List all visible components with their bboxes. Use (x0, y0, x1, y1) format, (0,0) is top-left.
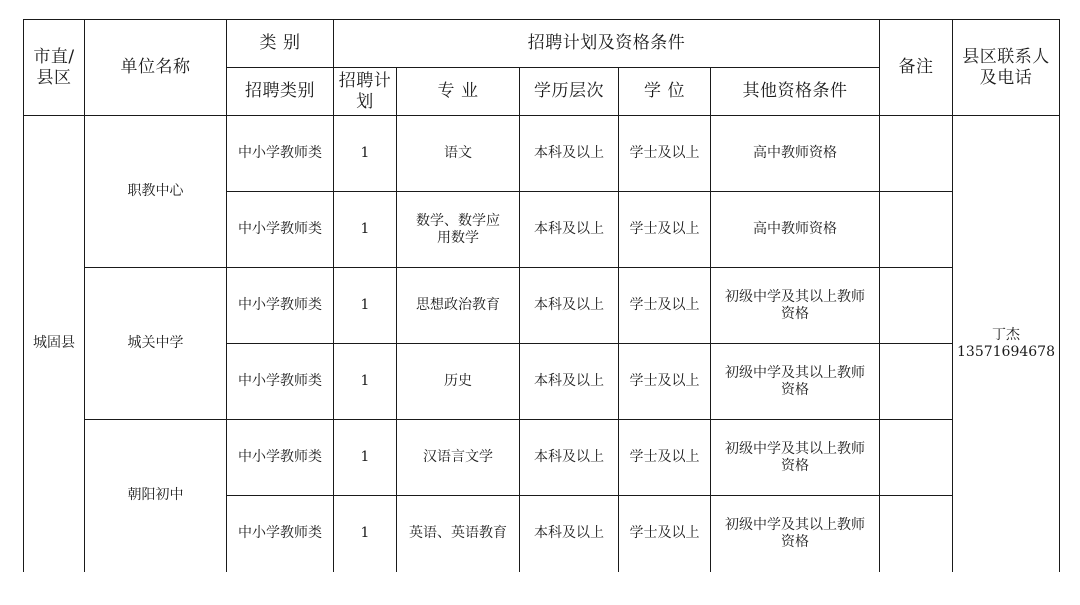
degree-cell: 学士及以上 (619, 344, 711, 420)
remarks-cell (880, 192, 953, 268)
degree-cell: 学士及以上 (619, 420, 711, 496)
unit-name-cell: 职教中心 (85, 116, 227, 268)
unit-name-cell: 朝阳初中 (85, 420, 227, 572)
plan-cell: 1 (334, 116, 397, 192)
education-cell: 本科及以上 (520, 496, 619, 572)
remarks-cell (880, 496, 953, 572)
contact-name: 丁杰 (992, 326, 1021, 343)
remarks-cell (880, 268, 953, 344)
header-major: 专 业 (397, 68, 520, 116)
table-row (24, 420, 1060, 496)
category-cell: 中小学教师类 (227, 344, 334, 420)
header-degree: 学 位 (619, 68, 711, 116)
plan-cell: 1 (334, 496, 397, 572)
plan-cell: 1 (334, 420, 397, 496)
degree-cell: 学士及以上 (619, 496, 711, 572)
other-conditions-cell: 初级中学及其以上教师资格 (711, 420, 880, 496)
header-recruit-category: 招聘类别 (227, 68, 334, 116)
other-conditions-cell: 高中教师资格 (711, 192, 880, 268)
unit-name-cell: 城关中学 (85, 268, 227, 420)
header-remarks: 备注 (880, 20, 953, 116)
header-county-contact: 县区联系人及电话 (953, 20, 1060, 116)
category-cell: 中小学教师类 (227, 116, 334, 192)
category-cell: 中小学教师类 (227, 420, 334, 496)
header-city-county: 市直/县区 (24, 20, 85, 116)
header-unit-name: 单位名称 (85, 20, 227, 116)
major-cell: 思想政治教育 (397, 268, 520, 344)
degree-cell: 学士及以上 (619, 192, 711, 268)
plan-cell: 1 (334, 344, 397, 420)
education-cell: 本科及以上 (520, 344, 619, 420)
remarks-cell (880, 344, 953, 420)
contact-phone: 13571694678 (957, 343, 1055, 360)
major-cell: 数学、数学应用数学 (397, 192, 520, 268)
recruitment-table (23, 19, 1060, 572)
header-recruit-plan: 招聘计划 (334, 68, 397, 116)
major-cell: 英语、英语教育 (397, 496, 520, 572)
education-cell: 本科及以上 (520, 116, 619, 192)
education-cell: 本科及以上 (520, 268, 619, 344)
plan-cell: 1 (334, 192, 397, 268)
header-category: 类 别 (227, 20, 334, 68)
remarks-cell (880, 420, 953, 496)
category-cell: 中小学教师类 (227, 268, 334, 344)
contact-cell (953, 116, 1060, 572)
major-cell: 历史 (397, 344, 520, 420)
header-recruit-plan-group: 招聘计划及资格条件 (334, 20, 880, 68)
table-row (24, 268, 1060, 344)
other-conditions-cell: 初级中学及其以上教师资格 (711, 344, 880, 420)
other-conditions-cell: 高中教师资格 (711, 116, 880, 192)
category-cell: 中小学教师类 (227, 192, 334, 268)
major-cell: 语文 (397, 116, 520, 192)
table-row (24, 116, 1060, 192)
other-conditions-cell: 初级中学及其以上教师资格 (711, 496, 880, 572)
other-conditions-cell: 初级中学及其以上教师资格 (711, 268, 880, 344)
education-cell: 本科及以上 (520, 420, 619, 496)
category-cell: 中小学教师类 (227, 496, 334, 572)
degree-cell: 学士及以上 (619, 116, 711, 192)
header-other-conditions: 其他资格条件 (711, 68, 880, 116)
degree-cell: 学士及以上 (619, 268, 711, 344)
plan-cell: 1 (334, 268, 397, 344)
major-cell: 汉语言文学 (397, 420, 520, 496)
header-education-level: 学历层次 (520, 68, 619, 116)
education-cell: 本科及以上 (520, 192, 619, 268)
county-cell: 城固县 (24, 116, 85, 572)
remarks-cell (880, 116, 953, 192)
